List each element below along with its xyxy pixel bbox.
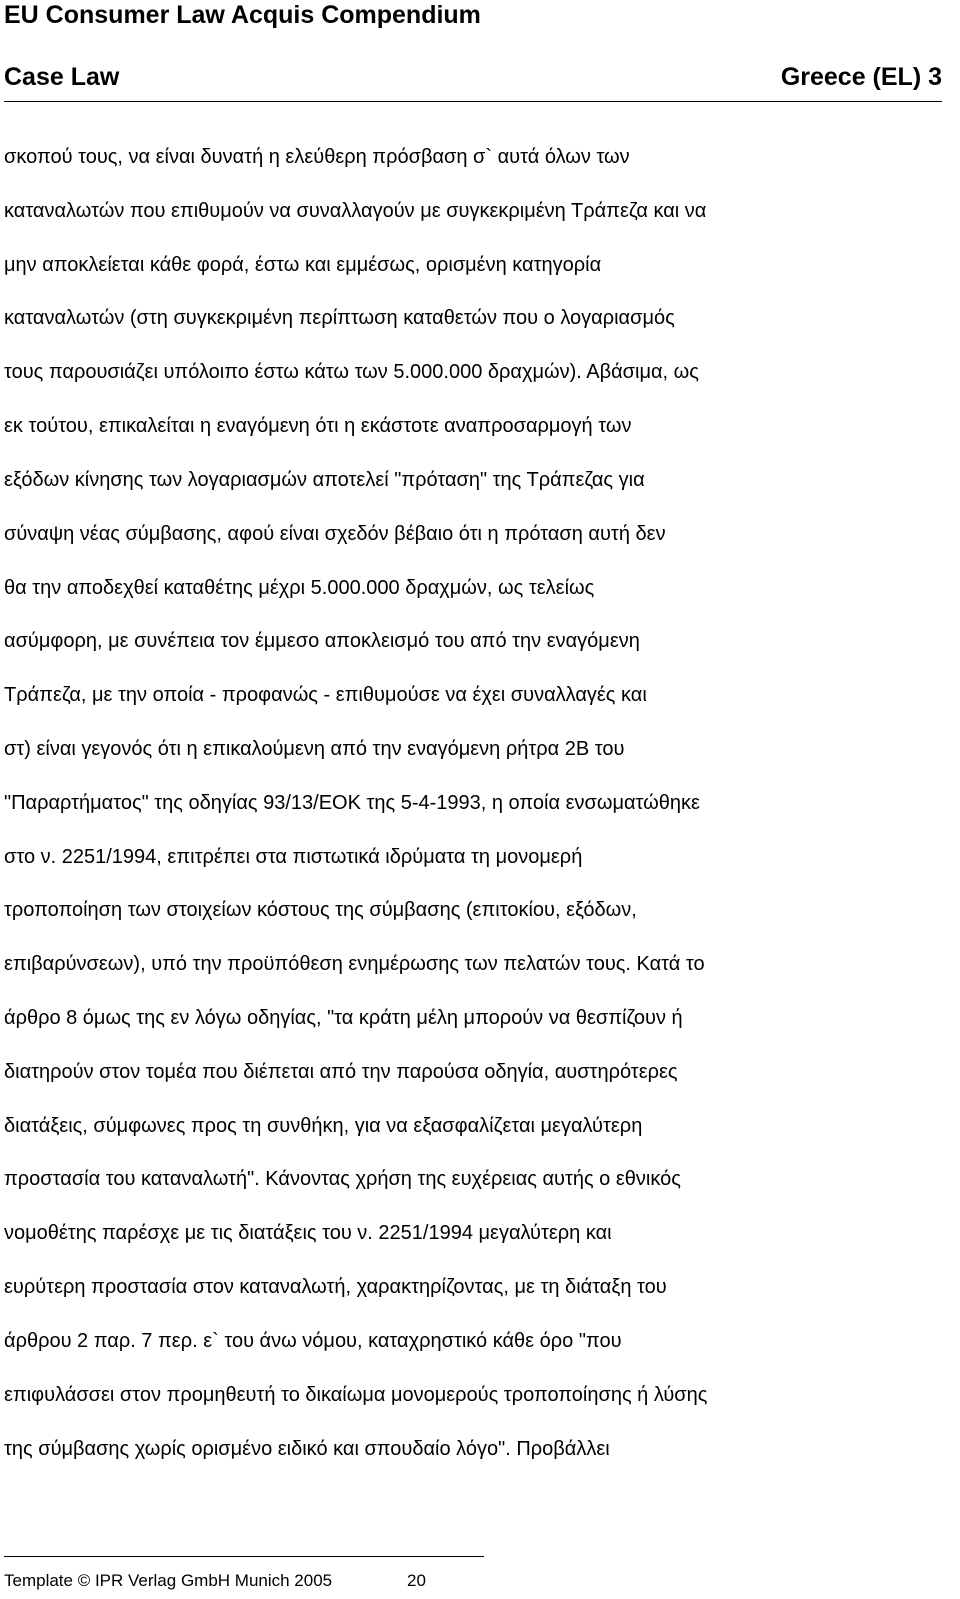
text-line: στ) είναι γεγονός ότι η επικαλούμενη από την εναγόμενη ρήτρα 2Β του <box>4 737 625 760</box>
page-number: 20 <box>407 1571 426 1590</box>
text-line: "Παραρτήματος" της οδηγίας 93/13/ΕΟΚ της 5-4-1993, η οποία ενσωματώθηκε <box>4 791 700 814</box>
section-title: Case Law <box>4 63 120 91</box>
text-line: διατηρούν στον τομέα που διέπεται από την παρούσα οδηγία, αυστηρότερες <box>4 1060 678 1083</box>
text-line: της σύμβασης χωρίς ορισμένο ειδικό και σπουδαίο λόγο". Προβάλλει <box>4 1437 610 1460</box>
country-section-label: Greece (EL) 3 <box>780 63 942 91</box>
text-line: εκ τούτου, επικαλείται η εναγόμενη ότι η εκάστοτε αναπροσαρμογή των <box>4 415 632 438</box>
text-line: σύναψη νέας σύμβασης, αφού είναι σχεδόν βέβαιο ότι η πρόταση αυτή δεν <box>4 522 666 545</box>
text-line: μην αποκλείεται κάθε φορά, έστω και εμμέσως, ορισμένη κατηγορία <box>4 253 602 276</box>
text-line: προστασία του καταναλωτή". Κάνοντας χρήση της ευχέρειας αυτής ο εθνικός <box>4 1168 681 1191</box>
body-text <box>4 146 934 1491</box>
document-title: EU Consumer Law Acquis Compendium <box>4 1 481 29</box>
text-line: νομοθέτης παρέσχε με τις διατάξεις του ν. 2251/1994 μεγαλύτερη και <box>4 1222 612 1245</box>
text-line: άρθρου 2 παρ. 7 περ. ε` του άνω νόμου, καταχρηστικό κάθε όρο "που <box>4 1329 622 1352</box>
text-line: ευρύτερη προστασία στον καταναλωτή, χαρακτηρίζοντας, με τη διάταξη του <box>4 1276 667 1299</box>
text-line: καταναλωτών (στη συγκεκριμένη περίπτωση καταθετών που ο λογαριασμός <box>4 307 675 330</box>
text-line: διατάξεις, σύμφωνες προς τη συνθήκη, για να εξασφαλίζεται μεγαλύτερη <box>4 1114 643 1137</box>
text-line: θα την αποδεχθεί καταθέτης μέχρι 5.000.000 δραχμών, ως τελείως <box>4 576 595 599</box>
text-line: άρθρο 8 όμως της εν λόγω οδηγίας, "τα κράτη μέλη μπορούν να θεσπίζουν ή <box>4 1007 683 1029</box>
text-line: εξόδων κίνησης των λογαριασμών αποτελεί "πρόταση" της Τράπεζας για <box>4 468 645 491</box>
footer-template-notice: Template © IPR Verlag GmbH Munich 2005 <box>4 1571 333 1590</box>
text-line: τους παρουσιάζει υπόλοιπο έστω κάτω των 5.000.000 δραχμών). Αβάσιμα, ως <box>4 361 699 384</box>
text-line: καταναλωτών που επιθυμούν να συναλλαγούν με συγκεκριμένη Τράπεζα και να <box>4 199 707 222</box>
text-line: επιφυλάσσει στον προμηθευτή το δικαίωμα μονομερούς τροποποίησης ή λύσης <box>4 1383 708 1406</box>
text-line: στο ν. 2251/1994, επιτρέπει στα πιστωτικά ιδρύματα τη μονομερή <box>4 845 583 868</box>
text-line: επιβαρύνσεων), υπό την προϋπόθεση ενημέρωσης των πελατών τους. Κατά το <box>4 953 705 976</box>
text-line: σκοπού τους, να είναι δυνατή η ελεύθερη πρόσβαση σ` αυτά όλων των <box>4 146 630 168</box>
text-line: ασύμφορη, με συνέπεια τον έμμεσο αποκλεισμό του από την εναγόμενη <box>4 630 640 653</box>
text-line: Τράπεζα, με την οποία - προφανώς - επιθυμούσε να έχει συναλλαγές και <box>4 684 647 707</box>
text-line: τροποποίηση των στοιχείων κόστους της σύμβασης (επιτοκίου, εξόδων, <box>4 899 637 922</box>
header-divider <box>4 101 942 102</box>
footer-divider <box>4 1556 484 1557</box>
